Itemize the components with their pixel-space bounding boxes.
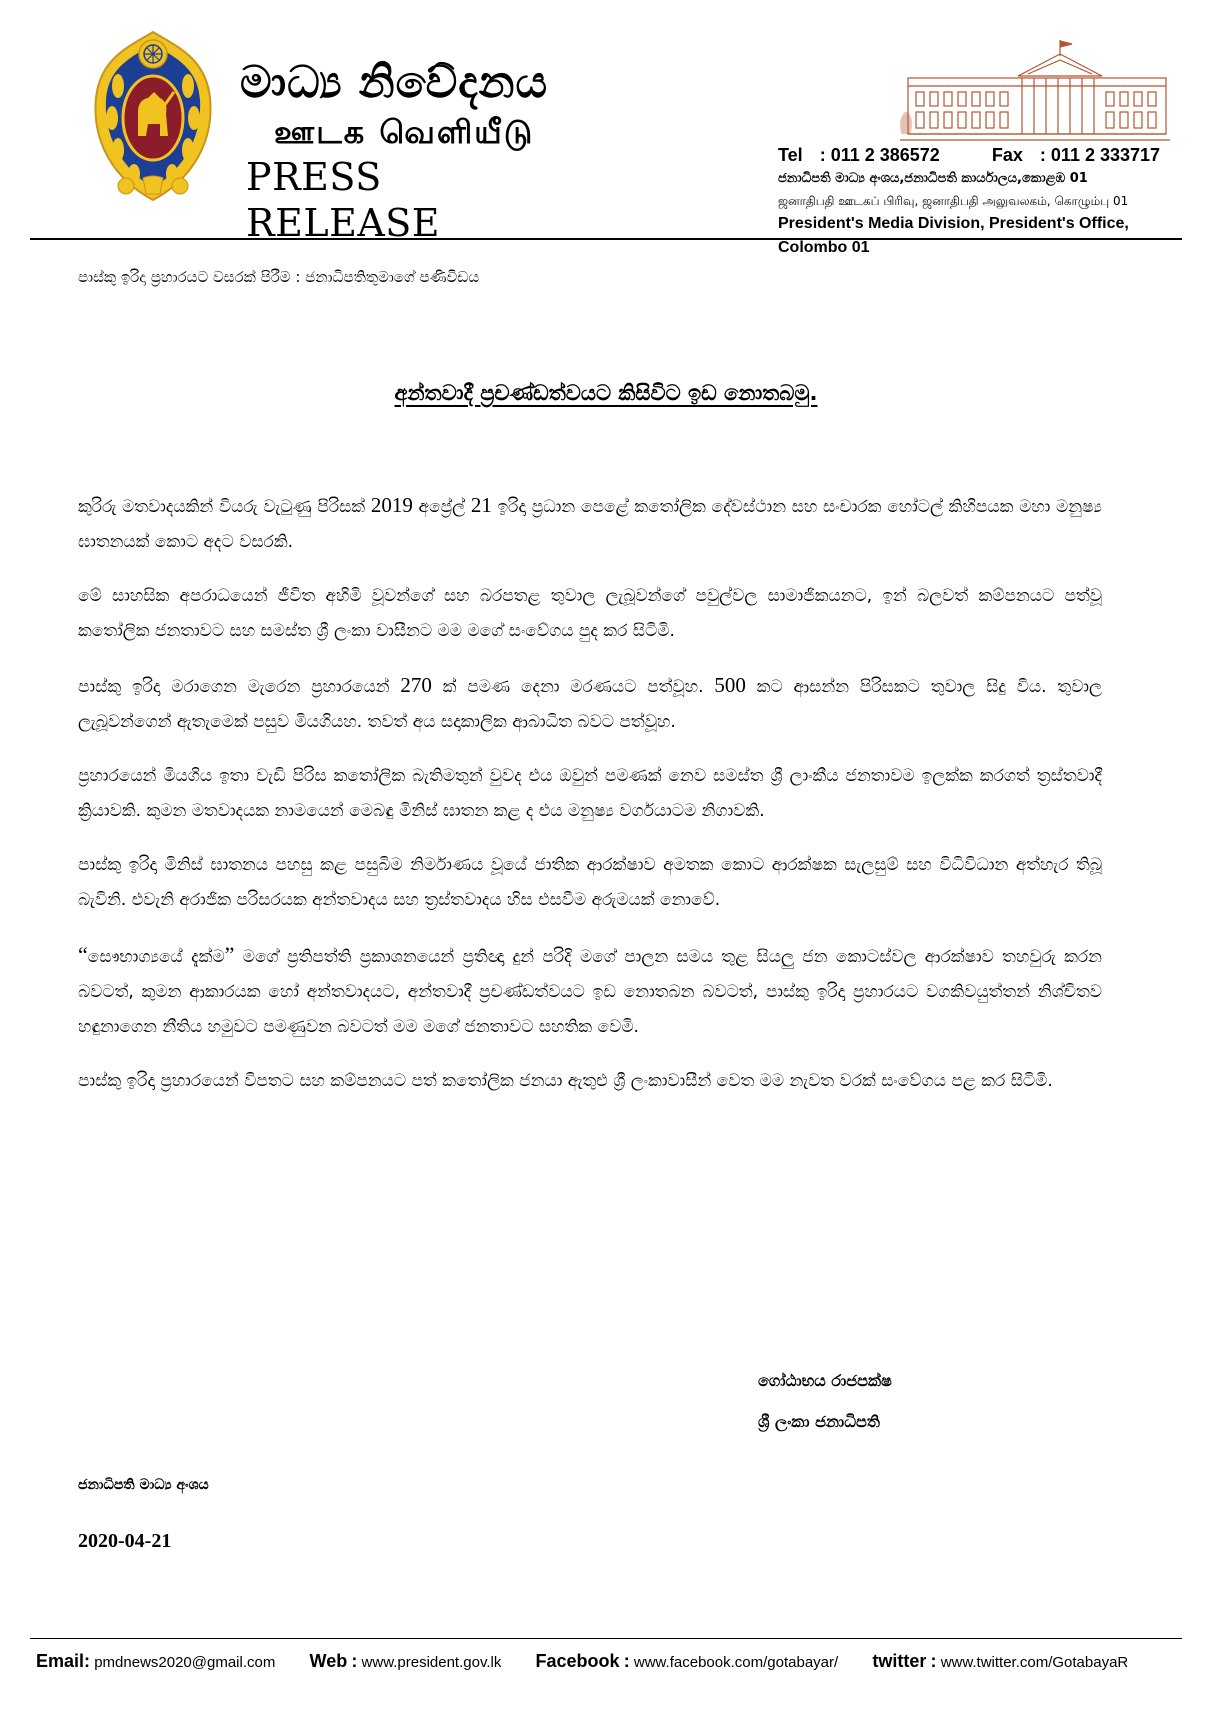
- p3-text-c: කට ආසන්න පිරිසකට තුවාල සිදු විය. තුවාල ලැබූවන්ගෙන් ඇතැමෙක් පසුව මියගියහ. තවත් අය සදාකාලික ආබාධිත බවට පත්වූහ.: [78, 677, 1102, 732]
- footer-email: [36, 1648, 275, 1676]
- fax-label: Fax: [991, 145, 1023, 165]
- p6-text: මගේ ප්‍රතිපත්ති ප්‍රකාශනයෙන් ප්‍රතිඥා දුන් පරිදි මගේ පාලන සමය තුළ සියලු ජන කොටස්වල ආරක්ෂාව තහවුරු කරන බවටත්, කුමන ආකාරයක හෝ අන්තවාදයට, අන්තවාදී ප්‍රචණ්ඩත්වයට ඉඩ නොතබන බවටත්, පාස්කු ඉරිදා ප්‍රහාරයට වගකිවයුත්තන් නිශ්චිතව හඳුනාගෙන නීතිය හමුවට පමණුවන බවටත් මම මගේ ජනතාවට සහතික වෙමි.: [78, 947, 1102, 1037]
- address-tamil: ஜனாதிபதி ஊடகப் பிரிவு, ஜனாதிபதி அலுவலகம், கொழும்பு 01: [778, 194, 1129, 208]
- headline-text: අන්තවාදී ප්‍රචණ්ඩත්වයට කිසිවිට ඉඩ නොතබමු.: [394, 381, 818, 405]
- email-label: Email: [36, 1651, 85, 1671]
- p1-text-b: අප්‍රේල්: [412, 497, 471, 517]
- p1-text-c: ඉරිදා ප්‍රධාන පෙළේ කතෝලික දේවස්ථාන සහ සංචාරක හෝටල් කිහිපයක මහා මනුෂ්‍ය ඝාතනයක් කොට අදට වසරකි.: [78, 497, 1102, 552]
- p1-day: 21: [470, 493, 492, 517]
- facebook-link[interactable]: www.facebook.com/gotabayar/: [633, 1654, 839, 1671]
- headline: [0, 378, 1212, 408]
- footer-facebook: [536, 1648, 839, 1676]
- facebook-separator: :: [623, 1651, 630, 1671]
- p6-open-quote: “: [78, 942, 88, 967]
- paragraph-5: පාස්කු ඉරිදා මිනිස් ඝාතනය පහසු කළ පසුබිම නිර්මාණය වූයේ ජාතික ආරක්ෂාව අමතක කොට ආරක්ෂක සැලසුම් සහ විධිවිධාන අත්හැර තිබූ බැවිනි. එවැනි අරාජික පරිසරයක අන්තවාදය සහ ත්‍රස්තවාදය හිස එසවීම අරුමයක් නොවේ.: [78, 855, 1102, 910]
- contact-details: [778, 143, 1190, 260]
- p6-close-quote: ”: [224, 942, 235, 967]
- tel-label: Tel: [778, 145, 803, 165]
- p3-text-b: ක් පමණ දෙනා මරණයට පත්වූහ.: [431, 677, 715, 697]
- twitter-label: twitter: [872, 1651, 927, 1671]
- signatory-name: ගෝඨාභය රාජපක්ෂ: [758, 1371, 892, 1390]
- signature-block: [758, 1360, 892, 1442]
- presidential-secretariat-building-icon: [900, 38, 1170, 143]
- title-english: PRESS RELEASE: [246, 155, 441, 245]
- p1-text-a: කුරිරු මතවාදයකින් වියරු වැටුණු පිරිසක්: [78, 497, 371, 517]
- paragraph-1: [78, 488, 1102, 560]
- fax-separator: :: [1039, 145, 1046, 165]
- p1-year: 2019: [370, 493, 413, 517]
- footer-twitter: [872, 1648, 1128, 1676]
- address-sinhala: ජනාධිපති මාධ්‍ය අංශය,ජනාධිපති කාර්යාලය,කොළඹ 01: [778, 171, 1088, 186]
- title-sinhala: මාධ්‍ය නිවේදනය: [240, 57, 549, 108]
- title-tamil: ஊடக வெளியீடு: [274, 113, 535, 151]
- address-english: President's Media Division, President's Office, Colombo 01: [778, 215, 1129, 256]
- facebook-label: Facebook: [535, 1651, 620, 1671]
- tel-separator: :: [819, 145, 826, 165]
- web-label: Web: [309, 1651, 348, 1671]
- paragraph-3: [78, 668, 1102, 740]
- p6-policy-name: සෞභාග්‍යයේ දැක්ම: [87, 947, 225, 967]
- footer-web: [310, 1648, 502, 1676]
- message-body: [78, 488, 1102, 1118]
- footer-divider: [30, 1638, 1182, 1639]
- paragraph-6: [78, 937, 1102, 1045]
- fax-number: 011 2 333717: [1050, 145, 1161, 165]
- p3-text-a: පාස්කු ඉරිදා මරාගෙන මැරෙන ප්‍රහාරයෙන්: [78, 677, 401, 697]
- issuing-department: ජනාධිපති මාධ්‍ය අංශය: [78, 1477, 209, 1493]
- p3-deaths: 270: [400, 673, 432, 697]
- tel-number: 011 2 386572: [830, 145, 940, 165]
- press-release-title: [240, 56, 570, 246]
- tel-fax-line: [778, 143, 1190, 167]
- twitter-link[interactable]: www.twitter.com/GotabayaR: [940, 1654, 1129, 1671]
- paragraph-2: මේ සාහසික අපරාධයෙන් ජීවිත අහිමි වූවන්ගේ සහ බරපතළ තුවාල ලැබූවන්ගේ පවුල්වල සාමාජිකයනට, ඉන් බලවත් කම්පනයට පත්වූ කතෝලික ජනතාවට සහ සමස්ත ශ්‍රී ලංකා වාසීනට මම මගේ සංවේගය පුද කර සිටිමි.: [78, 586, 1102, 641]
- paragraph-7: පාස්කු ඉරිදා ප්‍රහාරයෙන් විපතට සහ කම්පනයට පත් කතෝලික ජනයා ඇතුළු ශ්‍රී ලංකාවාසීන් වෙත මම නැවත වරක් සංවේගය පළ කර සිටිමි.: [78, 1071, 1053, 1091]
- web-link[interactable]: www.president.gov.lk: [361, 1654, 502, 1671]
- signatory-title: ශ්‍රී ලංකා ජනාධිපති: [758, 1412, 880, 1431]
- subject-line: පාස්කු ඉරිදා ප්‍රහාරයට වසරක් පිරීම : ජනාධිපතිතුමාගේ පණිවිඩය: [78, 268, 480, 286]
- web-separator: :: [351, 1651, 358, 1671]
- sri-lanka-emblem-icon: [88, 28, 218, 204]
- p3-injured: 500: [714, 673, 746, 697]
- footer-contacts: [36, 1648, 1186, 1676]
- twitter-separator: :: [930, 1651, 937, 1671]
- email-separator: :: [84, 1651, 91, 1671]
- email-link[interactable]: pmdnews2020@gmail.com: [94, 1654, 276, 1671]
- release-date: 2020-04-21: [78, 1530, 172, 1552]
- paragraph-4: ප්‍රහාරයෙන් මියගිය ඉතා වැඩි පිරිස කතෝලික බැතිමතුන් වුවද එය ඔවුන් පමණක් නෙව සමස්ත ශ්‍රී ලාංකීය ජනතාවම ඉලක්ක කරගත් ත්‍රස්තවාදී ක්‍රියාවකි. කුමන මතවාදයක නාමයෙන් මෙබඳු මිනිස් ඝාතන කළ ද එය මනුෂ්‍ය වර්ගයාටම නිගාවකි.: [78, 766, 1102, 821]
- header-divider: [30, 238, 1182, 240]
